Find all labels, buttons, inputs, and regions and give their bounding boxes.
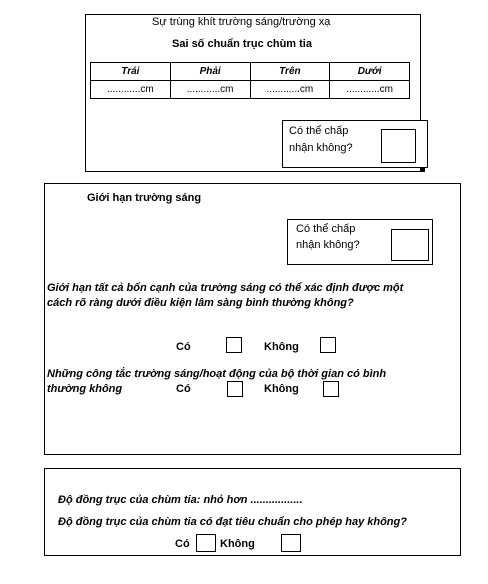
- section2-accept-checkbox[interactable]: [391, 229, 429, 261]
- question2-no-checkbox[interactable]: [323, 381, 339, 397]
- section2-accept-label-2: nhận không?: [296, 239, 360, 251]
- section2-accept-label-1: Có thể chấp: [296, 223, 356, 235]
- column-header-right: Phải: [170, 63, 250, 81]
- coaxiality-question: Độ đồng trục của chùm tia có đạt tiêu chuẩn cho phép hay không?: [58, 516, 407, 528]
- question1-yes-label: Có: [176, 341, 191, 353]
- question1-yes-checkbox[interactable]: [226, 337, 242, 353]
- question2-line1: Những công tắc trường sáng/hoạt động của bộ thời gian có bình: [47, 368, 387, 380]
- section1-subtitle: Sai số chuẩn trục chùm tia: [172, 38, 312, 50]
- question1-line2: cách rõ ràng dưới điều kiện lâm sàng bình thường không?: [47, 297, 354, 309]
- question2-yes-checkbox[interactable]: [227, 381, 243, 397]
- question2-line2: thường không: [47, 383, 123, 395]
- question2-yes-label: Có: [176, 383, 191, 395]
- section1-accept-label-1: Có thể chấp: [289, 125, 349, 137]
- section2-title: Giới hạn trường sáng: [87, 192, 202, 204]
- coaxiality-no-label: Không: [220, 538, 255, 550]
- section1-title: Sự trùng khít trường sáng/trường xạ: [152, 16, 331, 28]
- value-top[interactable]: ............cm: [250, 81, 330, 99]
- section1-accept-label-2: nhận không?: [289, 142, 353, 154]
- question1-no-label: Không: [264, 341, 299, 353]
- alignment-error-table: [90, 62, 410, 99]
- question1-no-checkbox[interactable]: [320, 337, 336, 353]
- coaxiality-no-checkbox[interactable]: [281, 534, 301, 552]
- coaxiality-yes-label: Có: [175, 538, 190, 550]
- question2-no-label: Không: [264, 383, 299, 395]
- column-header-top: Trên: [250, 63, 330, 81]
- value-bottom[interactable]: ............cm: [330, 81, 410, 99]
- column-header-bottom: Dưới: [330, 63, 410, 81]
- value-left[interactable]: ............cm: [91, 81, 171, 99]
- column-header-left: Trái: [91, 63, 171, 81]
- value-right[interactable]: ............cm: [170, 81, 250, 99]
- question1-line1: Giới hạn tất cả bốn cạnh của trường sáng có thể xác định được một: [47, 282, 404, 294]
- coaxiality-yes-checkbox[interactable]: [196, 534, 216, 552]
- section1-accept-checkbox[interactable]: [381, 129, 416, 163]
- coaxiality-value-line: Độ đồng trục của chùm tia: nhỏ hơn .................: [58, 494, 303, 506]
